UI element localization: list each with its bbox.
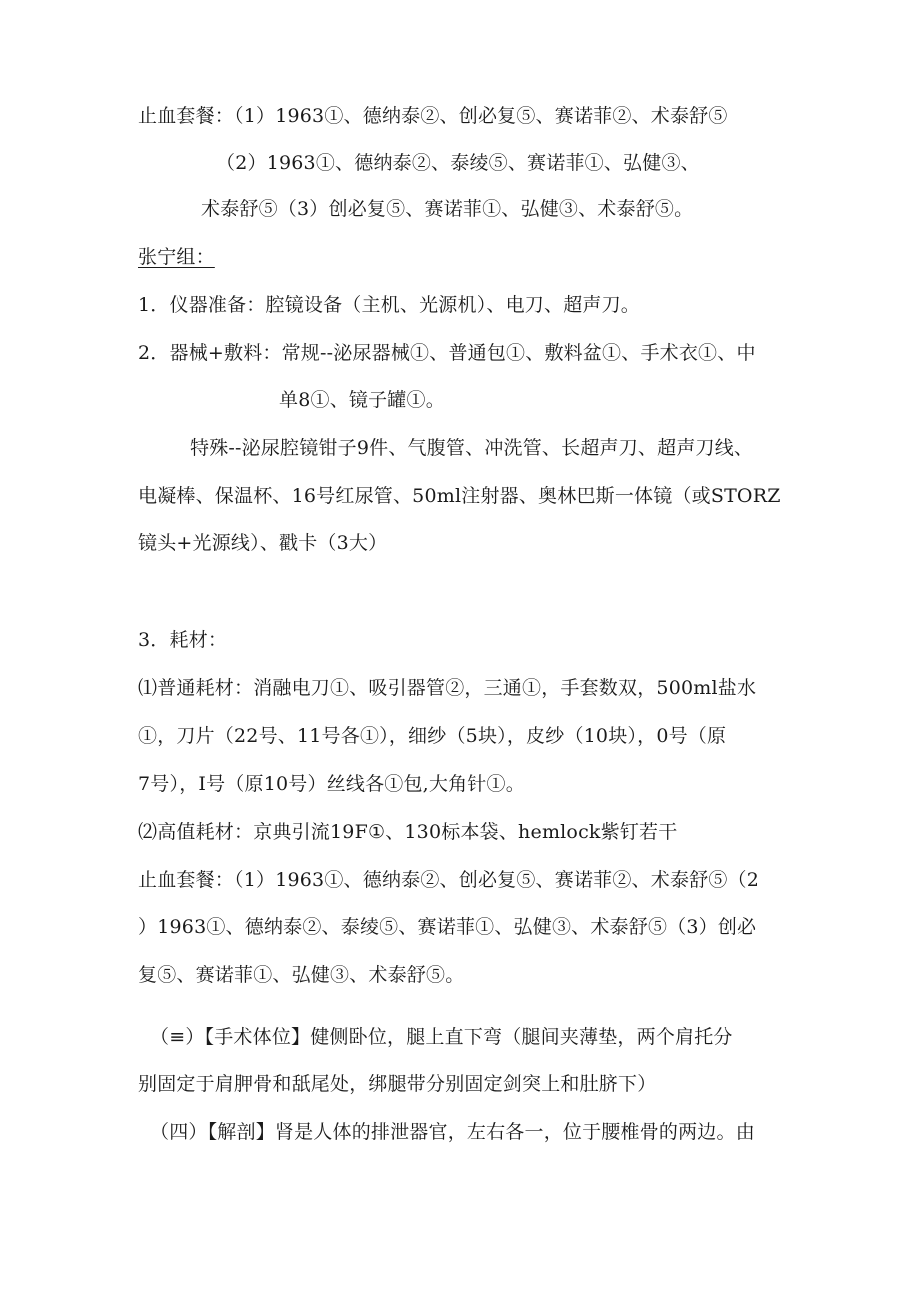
hemostasis-package-2-line-2: ）1963①、德纳泰②、泰绫⑤、赛诺菲①、弘健③、术泰舒⑤（3）创必 [138, 916, 757, 938]
anatomy-line-1: （四）【解剖】肾是人体的排泄器官，左右各一，位于腰椎骨的两边。由 [150, 1121, 755, 1143]
hemostasis-package-line-3: 术泰舒⑤（3）创必复⑤、赛诺菲①、弘健③、术泰舒⑤。 [201, 198, 694, 220]
general-consumables-line-3: 7号），I号（原10号）丝线各①包,大角针①。 [138, 773, 525, 795]
surgical-position-line-2: 别固定于肩胛骨和舐尾处，绑腿带分别固定剑突上和肚脐下） [138, 1073, 657, 1095]
hemostasis-package-2-line-3: 复⑤、赛诺菲①、弘健③、术泰舒⑤。 [138, 964, 465, 986]
hemostasis-package-line-1: 止血套餐：（1）1963①、德纳泰②、创必复⑤、赛诺菲②、术泰舒⑤ [138, 105, 728, 127]
special-instruments-line-3: 镜头+光源线）、戳卡（3大） [138, 532, 388, 554]
special-instruments-line-2: 电凝棒、保温杯、16号红尿管、50ml注射器、奥林巴斯一体镜（或STORZ [138, 485, 781, 507]
general-consumables-line-1: ⑴普通耗材：消融电刀①、吸引器管②，三通①，手套数双，500ml盐水 [138, 677, 757, 699]
group-heading: 张宁组： [138, 246, 215, 268]
consumables-heading: 3．耗材： [138, 629, 228, 651]
general-consumables-line-2: ①，刀片（22号、11号各①），细纱（5块），皮纱（10块），0号（原 [138, 725, 727, 747]
high-value-consumables: ⑵高值耗材：京典引流19F①、130标本袋、hemlock紫钉若干 [138, 821, 678, 843]
instruments-dressings-line-1: 2．器械+敷料：常规--泌尿器械①、普通包①、敷料盆①、手术衣①、中 [138, 342, 756, 364]
hemostasis-package-2-line-1: 止血套餐：（1）1963①、德纳泰②、创必复⑤、赛诺菲②、术泰舒⑤（2 [138, 869, 760, 891]
surgical-position-line-1: （≡）【手术体位】健侧卧位，腿上直下弯（腿间夹薄垫，两个肩托分 [150, 1026, 733, 1048]
instrument-preparation: 1．仪器准备：腔镜设备（主机、光源机）、电刀、超声刀。 [138, 294, 640, 316]
instruments-dressings-line-2: 单8①、镜子罐①。 [279, 389, 445, 411]
hemostasis-package-line-2: （2）1963①、德纳泰②、泰绫⑤、赛诺菲①、弘健③、 [216, 152, 700, 174]
special-instruments-line-1: 特殊--泌尿腔镜钳子9件、气腹管、冲洗管、长超声刀、超声刀线、 [190, 437, 754, 459]
